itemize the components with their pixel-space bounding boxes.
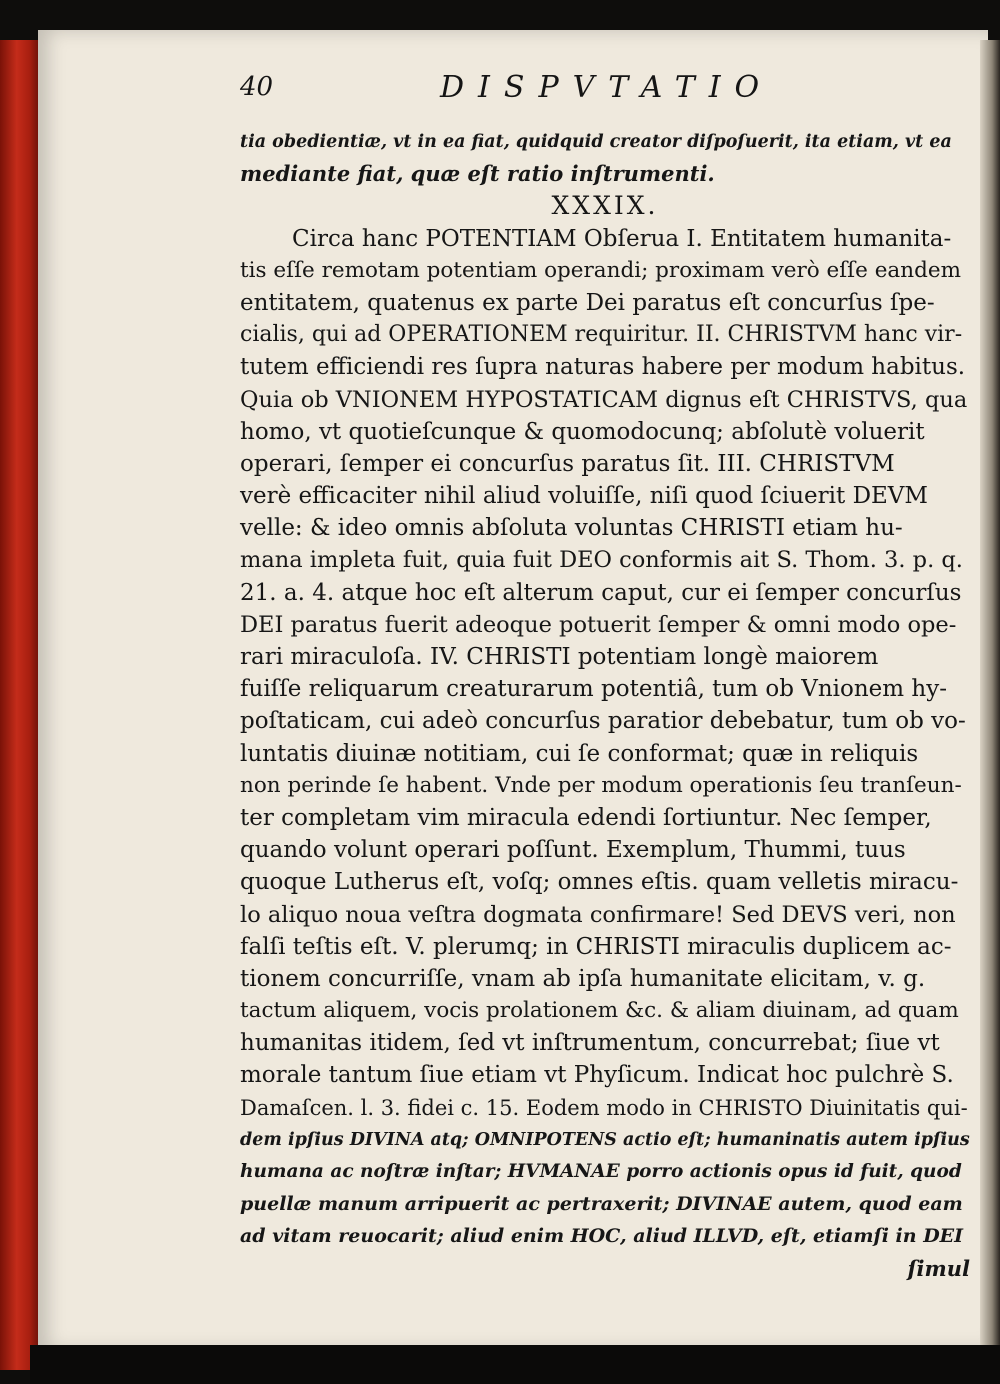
text-line: mana impleta fuit, quia fuit DEO conformis ait S. Thom. 3. p. q.	[240, 547, 963, 574]
text-line: quoque Lutherus eſt, voſq; omnes eſtis. quam velletis miracu-	[240, 869, 959, 896]
text-line: dem ipſius DIVINA atq; OMNIPOTENS actio eſt; humaninatis autem ipſius	[240, 1129, 970, 1150]
text-line: quando volunt operari poſſunt. Exemplum, Thummi, tuus	[240, 837, 906, 864]
text-line: cialis, qui ad OPERATIONEM requiritur. II. CHRISTVM hanc vir-	[240, 322, 963, 348]
text-line: rari miraculoſa. IV. CHRISTI potentiam longè maiorem	[240, 644, 879, 670]
text-line: puellæ manum arripuerit ac pertraxerit; DIVINAE autem, quod eam	[240, 1193, 963, 1216]
page-number: 40	[240, 72, 274, 102]
text-line: falſi teſtis eſt. V. plerumq; in CHRISTI miraculis duplicem ac-	[240, 933, 952, 960]
text-line: poſtaticam, cui adeò concurſus paratior debebatur, tum ob vo-	[240, 708, 966, 735]
text-line: tia obedientiæ, vt in ea fiat, quidquid creator diſpoſuerit, ita etiam, vt ea	[240, 132, 952, 152]
text-line: velle: & ideo omnis abſoluta voluntas CHRISTI etiam hu-	[240, 515, 903, 542]
text-line: Quia ob VNIONEM HYPOSTATICAM dignus eſt CHRISTVS, qua	[240, 386, 968, 413]
text-line: tionem concurriſſe, vnam ab ipſa humanitate elicitam, v. g.	[240, 965, 926, 992]
text-line: ad vitam reuocarit; aliud enim HOC, aliud ILLVD, eſt, etiamſi in DEI	[240, 1225, 964, 1248]
page-gutter-right	[980, 40, 1000, 1370]
section-heading: XXXIX.	[551, 191, 659, 221]
text-line: fuiſſe reliquarum creaturarum potentiâ, tum ob Vnionem hy-	[240, 676, 947, 703]
text-line: entitatem, quatenus ex parte Dei paratus eſt concurſus ſpe-	[240, 289, 935, 316]
body-text	[240, 126, 970, 1285]
text-line: operari, ſemper ei concurſus paratus ſit. III. CHRISTVM	[240, 450, 895, 477]
text-line: ter completam vim miracula edendi ſortiuntur. Nec ſemper,	[240, 804, 932, 831]
text-line: non perinde ſe habent. Vnde per modum operationis ſeu tranſeun-	[240, 772, 962, 798]
text-line: tactum aliquem, vocis prolationem &c. & aliam diuinam, ad quam	[240, 998, 959, 1024]
text-line: mediante fiat, quæ eſt ratio inſtrumenti.	[240, 161, 715, 187]
catchword: ſimul	[907, 1255, 970, 1281]
text-line: lo aliquo noua veſtra dogmata confirmare! Sed DEVS veri, non	[240, 901, 956, 928]
text-line: morale tantum ſiue etiam vt Phyſicum. Indicat hoc pulchrè S.	[240, 1062, 954, 1089]
text-line: humana ac noſtræ inſtar; HVMANAE porro actionis opus id fuit, quod	[240, 1161, 962, 1182]
running-title: DISPVTATIO	[440, 70, 774, 105]
text-line: homo, vt quotieſcunque & quomodocunq; abſolutè voluerit	[240, 418, 925, 445]
text-line: tutem efficiendi res ſupra naturas habere per modum habitus.	[240, 354, 966, 381]
text-line: tis eſſe remotam potentiam operandi; proximam verò eſſe eandem	[240, 257, 961, 283]
page-header	[240, 70, 980, 110]
text-line: 21. a. 4. atque hoc eſt alterum caput, cur ei ſemper concurſus	[240, 579, 962, 606]
text-line: luntatis diuinæ notitiam, cui ſe conformat; quæ in reliquis	[240, 740, 919, 767]
text-line: Damaſcen. l. 3. fidei c. 15. Eodem modo in CHRISTO Diuinitatis qui-	[240, 1095, 968, 1120]
text-line: Circa hanc POTENTIAM Obſerua I. Entitatem humanita-	[292, 225, 952, 252]
bottom-shadow	[30, 1345, 1000, 1384]
text-line: DEI paratus fuerit adeoque potuerit ſemper & omni modo ope-	[240, 611, 957, 638]
text-line: humanitas itidem, ſed vt inſtrumentum, concurrebat; ſiue vt	[240, 1030, 940, 1057]
text-line: verè efficaciter nihil aliud voluiſſe, niſi quod ſciuerit DEVM	[240, 483, 928, 510]
red-page-edges	[0, 40, 42, 1370]
